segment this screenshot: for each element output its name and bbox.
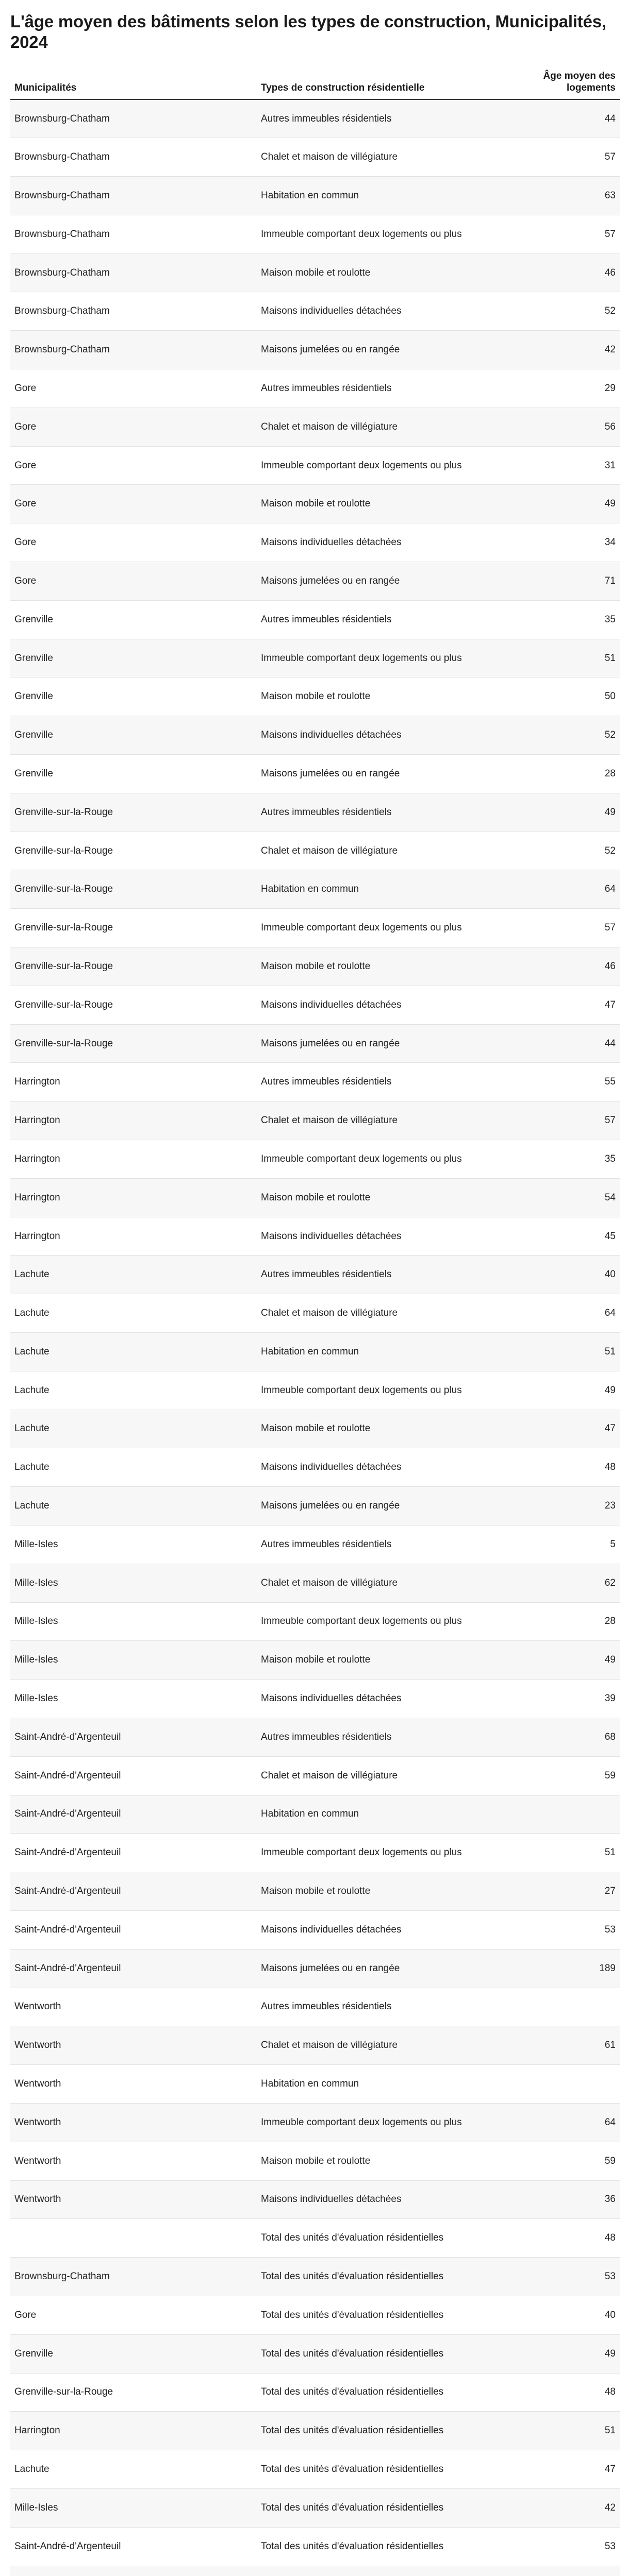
table-row [10,523,620,562]
cell-construction-type: Maison mobile et roulotte [257,1641,507,1680]
cell-average-age: 63 [507,177,620,215]
cell-municipality: Gore [10,446,257,485]
cell-municipality: Grenville [10,600,257,639]
cell-construction-type: Habitation en commun [257,177,507,215]
cell-construction-type: Chalet et maison de villégiature [257,1756,507,1795]
cell-average-age: 59 [507,2142,620,2180]
cell-municipality: Saint-André-d'Argenteuil [10,1756,257,1795]
cell-construction-type: Immeuble comportant deux logements ou plus [257,1140,507,1179]
cell-construction-type: Maison mobile et roulotte [257,677,507,716]
cell-construction-type: Autres immeubles résidentiels [257,1988,507,2026]
cell-municipality: Lachute [10,2450,257,2489]
cell-construction-type: Maison mobile et roulotte [257,1872,507,1911]
cell-average-age: 35 [507,1140,620,1179]
cell-municipality: Lachute [10,1448,257,1487]
cell-construction-type: Maisons jumelées ou en rangée [257,331,507,369]
table-row [10,909,620,947]
table-row [10,2527,620,2566]
cell-average-age: 47 [507,1410,620,1448]
column-header-age[interactable]: Âge moyen des logements [507,70,620,99]
cell-construction-type: Total des unités d'évaluation résidentielles [257,2334,507,2373]
table-row [10,1178,620,1217]
cell-construction-type: Maison mobile et roulotte [257,947,507,986]
cell-construction-type: Autres immeubles résidentiels [257,1063,507,1101]
column-header-municipality[interactable]: Municipalités [10,70,257,99]
cell-average-age: 49 [507,1371,620,1410]
cell-municipality: Wentworth [10,1988,257,2026]
cell-average-age: 23 [507,1487,620,1526]
table-row [10,986,620,1024]
table-row [10,1256,620,1294]
cell-municipality: Grenville [10,2334,257,2373]
cell-average-age [507,2566,620,2576]
cell-average-age: 189 [507,1949,620,1988]
table-row [10,138,620,177]
cell-municipality: Lachute [10,1410,257,1448]
cell-construction-type: Total des unités d'évaluation résidentielles [257,2258,507,2296]
cell-municipality: Brownsburg-Chatham [10,138,257,177]
table-row [10,1834,620,1872]
table-body [10,99,620,2576]
cell-municipality: Gore [10,408,257,446]
cell-municipality: Brownsburg-Chatham [10,253,257,292]
column-header-type[interactable]: Types de construction résidentielle [257,70,507,99]
cell-construction-type: Immeuble comportant deux logements ou plus [257,909,507,947]
cell-average-age: 28 [507,1602,620,1641]
cell-average-age: 49 [507,1641,620,1680]
cell-municipality [10,2566,257,2576]
cell-construction-type: Chalet et maison de villégiature [257,832,507,870]
table-row [10,1718,620,1756]
cell-municipality: Gore [10,523,257,562]
cell-municipality: Lachute [10,1487,257,1526]
cell-average-age: 55 [507,1063,620,1101]
cell-municipality: Brownsburg-Chatham [10,99,257,138]
cell-municipality: Saint-André-d'Argenteuil [10,1872,257,1911]
table-row [10,446,620,485]
cell-average-age: 71 [507,562,620,601]
cell-municipality: Harrington [10,1217,257,1256]
table-row [10,253,620,292]
cell-municipality: Wentworth [10,2180,257,2219]
table-row [10,2488,620,2527]
cell-average-age: 49 [507,2334,620,2373]
table-row [10,1217,620,1256]
cell-municipality: Saint-André-d'Argenteuil [10,1834,257,1872]
table-row [10,1525,620,1564]
header-row [10,70,620,99]
table-header [10,70,620,99]
cell-municipality: Grenville-sur-la-Rouge [10,2373,257,2412]
cell-construction-type: Chalet et maison de villégiature [257,408,507,446]
cell-average-age: 36 [507,2180,620,2219]
cell-construction-type: Chalet et maison de villégiature [257,1101,507,1140]
cell-municipality: Grenville-sur-la-Rouge [10,1024,257,1063]
cell-municipality: Grenville [10,755,257,793]
cell-average-age: 52 [507,292,620,331]
cell-average-age: 57 [507,909,620,947]
cell-municipality: Grenville-sur-la-Rouge [10,909,257,947]
cell-municipality: Mille-Isles [10,1525,257,1564]
cell-construction-type: Immeuble comportant deux logements ou plus [257,639,507,677]
cell-construction-type: Maisons individuelles détachées [257,292,507,331]
table-row [10,1487,620,1526]
cell-municipality: Gore [10,2296,257,2334]
table-row [10,639,620,677]
cell-construction-type [257,2566,507,2576]
cell-average-age: 35 [507,600,620,639]
table-row [10,2258,620,2296]
cell-average-age: 68 [507,1718,620,1756]
cell-construction-type: Immeuble comportant deux logements ou plus [257,2103,507,2142]
cell-average-age: 48 [507,2219,620,2258]
cell-average-age: 57 [507,1101,620,1140]
cell-municipality: Saint-André-d'Argenteuil [10,1795,257,1834]
cell-construction-type: Maison mobile et roulotte [257,485,507,523]
cell-municipality: Lachute [10,1333,257,1371]
cell-municipality: Saint-André-d'Argenteuil [10,1949,257,1988]
cell-municipality: Gore [10,562,257,601]
cell-construction-type: Habitation en commun [257,870,507,909]
cell-municipality: Harrington [10,1101,257,1140]
cell-construction-type: Maison mobile et roulotte [257,2142,507,2180]
cell-construction-type: Chalet et maison de villégiature [257,138,507,177]
cell-average-age: 51 [507,2412,620,2450]
cell-construction-type: Maisons jumelées ou en rangée [257,562,507,601]
cell-municipality: Lachute [10,1256,257,1294]
table-row [10,870,620,909]
page-title: L'âge moyen des bâtiments selon les types de construction, Municipalités, 2024 [10,12,606,52]
cell-average-age: 51 [507,639,620,677]
cell-average-age: 27 [507,1872,620,1911]
cell-construction-type: Maisons individuelles détachées [257,1217,507,1256]
table-row [10,1294,620,1333]
cell-municipality: Gore [10,485,257,523]
cell-municipality: Wentworth [10,2065,257,2104]
cell-average-age: 47 [507,986,620,1024]
table-row [10,408,620,446]
cell-municipality: Harrington [10,1140,257,1179]
cell-construction-type: Maisons individuelles détachées [257,1680,507,1718]
cell-municipality: Grenville-sur-la-Rouge [10,947,257,986]
table-row [10,755,620,793]
cell-construction-type: Maisons individuelles détachées [257,2180,507,2219]
cell-municipality: Wentworth [10,2026,257,2065]
table-row [10,2450,620,2489]
cell-construction-type: Habitation en commun [257,1333,507,1371]
table-row [10,1756,620,1795]
table-row [10,1371,620,1410]
cell-construction-type: Total des unités d'évaluation résidentielles [257,2450,507,2489]
cell-municipality: Lachute [10,1371,257,1410]
table-row [10,677,620,716]
cell-average-age [507,2065,620,2104]
table-row [10,2334,620,2373]
cell-average-age: 50 [507,677,620,716]
cell-municipality: Gore [10,369,257,408]
table-row [10,716,620,755]
table-row [10,1641,620,1680]
cell-construction-type: Autres immeubles résidentiels [257,1718,507,1756]
cell-construction-type: Immeuble comportant deux logements ou plus [257,1834,507,1872]
cell-construction-type: Habitation en commun [257,1795,507,1834]
cell-average-age: 52 [507,716,620,755]
cell-average-age: 64 [507,2103,620,2142]
cell-construction-type: Maisons jumelées ou en rangée [257,1024,507,1063]
table-row [10,2219,620,2258]
table-row [10,1949,620,1988]
table-row [10,2180,620,2219]
cell-average-age: 54 [507,1178,620,1217]
cell-municipality: Grenville [10,716,257,755]
cell-construction-type: Chalet et maison de villégiature [257,2026,507,2065]
cell-construction-type: Maisons individuelles détachées [257,1910,507,1949]
cell-construction-type: Autres immeubles résidentiels [257,99,507,138]
table-row [10,562,620,601]
cell-average-age: 59 [507,1756,620,1795]
table-row [10,1988,620,2026]
table-row [10,1680,620,1718]
cell-municipality: Harrington [10,2412,257,2450]
cell-construction-type: Total des unités d'évaluation résidentielles [257,2488,507,2527]
cell-municipality: Saint-André-d'Argenteuil [10,1718,257,1756]
cell-municipality: Mille-Isles [10,1564,257,1602]
table-row [10,1564,620,1602]
cell-municipality: Wentworth [10,2142,257,2180]
table-row [10,793,620,832]
table-row [10,1448,620,1487]
cell-average-age: 47 [507,2450,620,2489]
table-row [10,2373,620,2412]
table-row [10,177,620,215]
cell-municipality: Grenville [10,677,257,716]
cell-construction-type: Maisons jumelées ou en rangée [257,1487,507,1526]
cell-average-age [507,1988,620,2026]
cell-construction-type: Total des unités d'évaluation résidentielles [257,2219,507,2258]
cell-average-age: 48 [507,1448,620,1487]
cell-average-age: 62 [507,1564,620,1602]
table-row [10,2026,620,2065]
cell-average-age: 44 [507,99,620,138]
cell-construction-type: Immeuble comportant deux logements ou plus [257,1371,507,1410]
cell-municipality: Grenville-sur-la-Rouge [10,986,257,1024]
table-row [10,1101,620,1140]
cell-average-age: 49 [507,485,620,523]
cell-construction-type: Chalet et maison de villégiature [257,1564,507,1602]
cell-average-age: 45 [507,1217,620,1256]
cell-municipality: Harrington [10,1063,257,1101]
cell-average-age: 31 [507,446,620,485]
cell-average-age: 61 [507,2026,620,2065]
cell-municipality: Mille-Isles [10,1602,257,1641]
cell-average-age: 56 [507,408,620,446]
table-row [10,1602,620,1641]
cell-construction-type: Maisons jumelées ou en rangée [257,1949,507,1988]
table-row [10,331,620,369]
cell-construction-type: Maisons individuelles détachées [257,986,507,1024]
cell-average-age: 64 [507,1294,620,1333]
data-table [10,70,620,2576]
table-row [10,2065,620,2104]
table-row [10,1063,620,1101]
table-row [10,600,620,639]
cell-average-age: 53 [507,1910,620,1949]
table-row [10,2103,620,2142]
table-row [10,1333,620,1371]
cell-average-age: 53 [507,2527,620,2566]
cell-average-age: 44 [507,1024,620,1063]
table-row [10,99,620,138]
table-row [10,215,620,253]
cell-average-age: 51 [507,1333,620,1371]
table-row [10,369,620,408]
cell-municipality: Brownsburg-Chatham [10,331,257,369]
table-row [10,832,620,870]
cell-average-age: 34 [507,523,620,562]
cell-municipality: Mille-Isles [10,1680,257,1718]
table-row [10,2296,620,2334]
cell-municipality: Harrington [10,1178,257,1217]
cell-construction-type: Chalet et maison de villégiature [257,1294,507,1333]
cell-municipality: Grenville-sur-la-Rouge [10,870,257,909]
cell-average-age: 46 [507,947,620,986]
table-row [10,1024,620,1063]
cell-average-age: 57 [507,138,620,177]
cell-municipality: Brownsburg-Chatham [10,2258,257,2296]
cell-municipality: Lachute [10,1294,257,1333]
cell-municipality: Brownsburg-Chatham [10,177,257,215]
cell-municipality: Grenville-sur-la-Rouge [10,832,257,870]
cell-construction-type: Total des unités d'évaluation résidentielles [257,2412,507,2450]
cell-average-age: 49 [507,793,620,832]
cell-construction-type: Immeuble comportant deux logements ou plus [257,215,507,253]
table-row [10,1910,620,1949]
cell-construction-type: Total des unités d'évaluation résidentielles [257,2527,507,2566]
table-row [10,947,620,986]
cell-average-age: 48 [507,2373,620,2412]
cell-average-age: 42 [507,331,620,369]
cell-municipality: Saint-André-d'Argenteuil [10,1910,257,1949]
cell-construction-type: Maisons individuelles détachées [257,716,507,755]
cell-average-age: 29 [507,369,620,408]
cell-average-age: 40 [507,2296,620,2334]
cell-construction-type: Maison mobile et roulotte [257,1178,507,1217]
cell-construction-type: Autres immeubles résidentiels [257,1256,507,1294]
table-row [10,2566,620,2576]
cell-municipality: Brownsburg-Chatham [10,215,257,253]
table-row [10,292,620,331]
cell-average-age: 28 [507,755,620,793]
cell-average-age [507,1795,620,1834]
cell-construction-type: Maisons jumelées ou en rangée [257,755,507,793]
cell-municipality: Brownsburg-Chatham [10,292,257,331]
cell-average-age: 64 [507,870,620,909]
cell-municipality: Mille-Isles [10,2488,257,2527]
cell-municipality: Grenville [10,639,257,677]
cell-municipality [10,2219,257,2258]
cell-construction-type: Immeuble comportant deux logements ou plus [257,446,507,485]
cell-construction-type: Maisons individuelles détachées [257,1448,507,1487]
table-row [10,1140,620,1179]
cell-average-age: 39 [507,1680,620,1718]
cell-construction-type: Total des unités d'évaluation résidentielles [257,2373,507,2412]
cell-construction-type: Maisons individuelles détachées [257,523,507,562]
cell-average-age: 52 [507,832,620,870]
cell-construction-type: Autres immeubles résidentiels [257,600,507,639]
cell-municipality: Saint-André-d'Argenteuil [10,2527,257,2566]
cell-average-age: 57 [507,215,620,253]
cell-construction-type: Autres immeubles résidentiels [257,369,507,408]
table-row [10,1872,620,1911]
cell-average-age: 51 [507,1834,620,1872]
cell-construction-type: Autres immeubles résidentiels [257,1525,507,1564]
cell-construction-type: Habitation en commun [257,2065,507,2104]
table-row [10,1795,620,1834]
cell-construction-type: Autres immeubles résidentiels [257,793,507,832]
cell-average-age: 53 [507,2258,620,2296]
cell-municipality: Wentworth [10,2103,257,2142]
table-row [10,2412,620,2450]
cell-average-age: 42 [507,2488,620,2527]
cell-average-age: 5 [507,1525,620,1564]
table-row [10,1410,620,1448]
cell-construction-type: Maison mobile et roulotte [257,1410,507,1448]
table-row [10,2142,620,2180]
table-row [10,485,620,523]
cell-average-age: 40 [507,1256,620,1294]
cell-municipality: Mille-Isles [10,1641,257,1680]
cell-construction-type: Immeuble comportant deux logements ou plus [257,1602,507,1641]
cell-average-age: 46 [507,253,620,292]
cell-construction-type: Maison mobile et roulotte [257,253,507,292]
cell-construction-type: Total des unités d'évaluation résidentielles [257,2296,507,2334]
cell-municipality: Grenville-sur-la-Rouge [10,793,257,832]
